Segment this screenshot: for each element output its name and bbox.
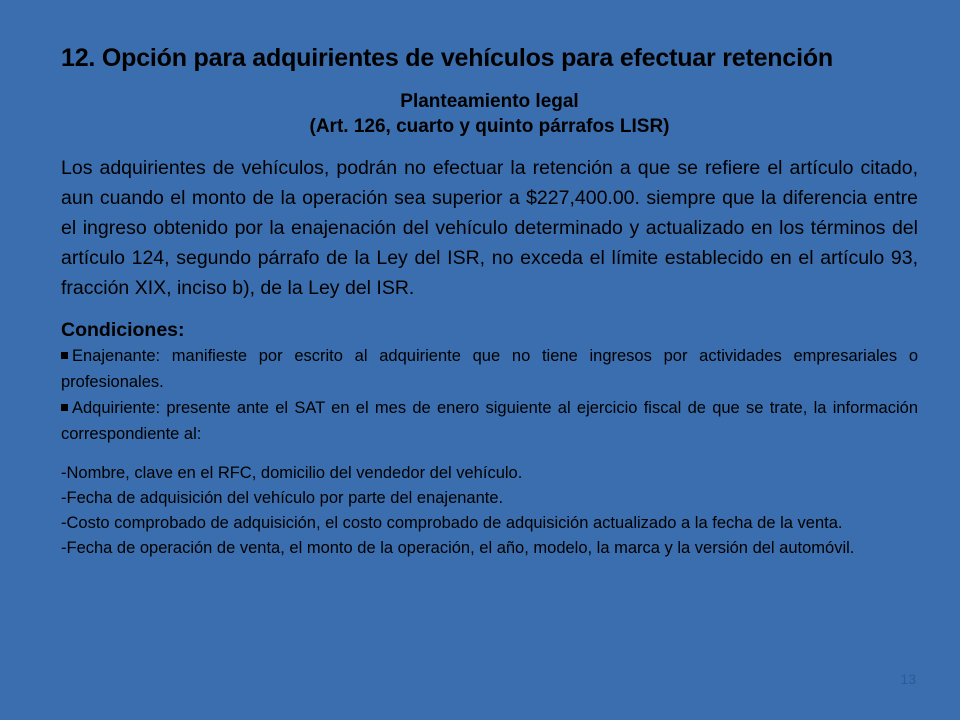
slide-content [61,40,918,561]
list-item: -Fecha de operación de venta, el monto de la operación, el año, modelo, la marca y la versión del automóvil. [61,539,855,557]
conditions-heading: Condiciones: [61,319,185,341]
slide-title: 12. Opción para adquirientes de vehículos para efectuar retención [61,44,833,72]
page-number: 13 [900,671,916,687]
legal-basis-heading [61,89,918,139]
square-bullet-icon [61,404,68,411]
legal-basis-reference: (Art. 126, cuarto y quinto párrafos LISR) [309,116,670,137]
legal-basis-title: Planteamiento legal [400,91,579,112]
information-list [61,461,918,561]
square-bullet-icon [61,352,68,359]
list-item: -Costo comprobado de adquisición, el costo comprobado de adquisición actualizado a la fecha de la venta. [61,514,843,532]
bullet-text: Enajenante: manifieste por escrito al adquiriente que no tiene ingresos por actividades empresariales o profesionales. [61,347,918,391]
bullet-item-adquiriente [61,395,918,447]
main-paragraph: Los adquirientes de vehículos, podrán no efectuar la retención a que se refiere el artículo citado, aun cuando el monto de la operación sea superior a $227,400.00. siempre que la diferencia entre el ingreso obtenido por la enajenación del vehículo determinado y actualizado en los términos del artículo 124, segundo párrafo de la Ley del ISR, no exceda el límite establecido en el artículo 93, fracción XIX, inciso b), de la Ley del ISR. [61,157,918,299]
bullet-item-enajenante [61,343,918,395]
list-item: -Nombre, clave en el RFC, domicilio del vendedor del vehículo. [61,464,523,482]
bullet-text: Adquiriente: presente ante el SAT en el mes de enero siguiente al ejercicio fiscal de que se trate, la información correspondiente al: [61,399,918,443]
list-item: -Fecha de adquisición del vehículo por parte del enajenante. [61,489,504,507]
